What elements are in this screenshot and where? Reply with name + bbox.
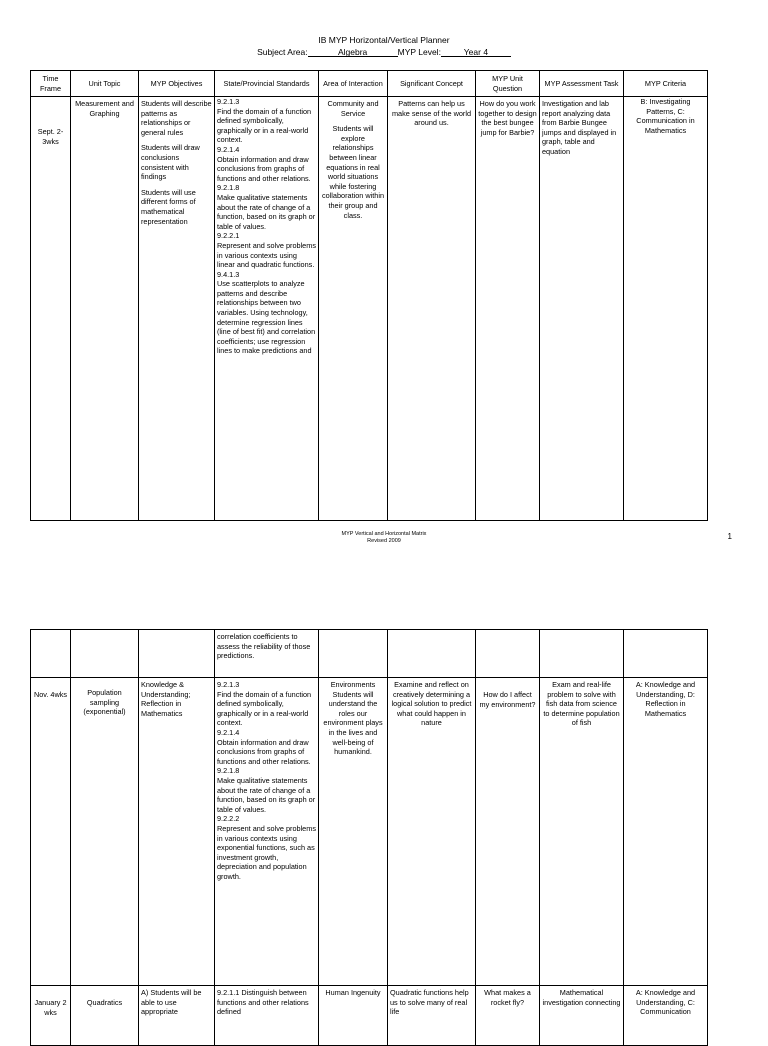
standard-code: 9.2.1.3 <box>217 97 240 106</box>
level-label: MYP Level: <box>397 47 441 57</box>
standard-code: 9.4.1.3 <box>217 269 240 279</box>
standard-text: Obtain information and draw conclusions from graphs of functions and other relations. <box>217 737 311 766</box>
time-frame-cell: January 2 wks <box>31 986 71 1046</box>
planner-table-page1 <box>30 70 708 521</box>
level-value: Year 4 <box>441 46 511 57</box>
col-header-area-of-interaction: Area of Interaction <box>319 71 388 97</box>
time-frame-cell <box>31 630 71 678</box>
standard-code: 9.2.1.3 <box>217 680 240 689</box>
standard-text: Represent and solve problems in various contexts using linear and quadratic functions. <box>217 240 316 270</box>
table-row <box>31 630 708 678</box>
standard-text: Obtain information and draw conclusions from graphs of functions and other relations. <box>217 154 311 183</box>
standards-cell: correlation coefficients to assess the reliability of those predictions. <box>215 630 319 678</box>
subject-value: Algebra <box>308 46 398 57</box>
time-frame-cell: Sept. 2-3wks <box>31 97 71 521</box>
standard-code: 9.2.1.4 <box>217 144 240 154</box>
planner-table-page2 <box>30 629 708 1046</box>
assessment-task-cell <box>540 630 624 678</box>
objectives-cell: A) Students will be able to use appropriate <box>139 986 215 1046</box>
unit-question-cell: What makes a rocket fly? <box>476 986 540 1046</box>
area-of-interaction-cell: Environments Students will understand the roles our environment plays in the lives and well-being of humankind. <box>319 678 388 986</box>
standard-code: 9.2.2.2 <box>217 814 240 824</box>
header-row <box>31 71 708 97</box>
col-header-objectives: MYP Objectives <box>139 71 215 97</box>
criteria-cell <box>624 630 708 678</box>
standard-code: 9.2.1.8 <box>217 183 240 193</box>
col-header-criteria: MYP Criteria <box>624 71 708 97</box>
col-header-unit-question: MYP Unit Question <box>476 71 540 97</box>
interaction-text: Students will explore relationships between linear equations in real world situations while fostering collaboration within their group and class. <box>321 124 385 220</box>
assessment-task-cell: Mathematical investigation connecting <box>540 986 624 1046</box>
document-title: IB MYP Horizontal/Vertical Planner <box>318 35 450 45</box>
page-number: 1 <box>727 532 732 541</box>
significant-concept-cell: Examine and reflect on creatively determining a logical solution to predict what could happen in nature <box>388 678 476 986</box>
criteria-cell: A: Knowledge and Understanding, C: Communication <box>624 986 708 1046</box>
area-of-interaction-cell <box>319 630 388 678</box>
objective-item: Students will draw conclusions consistent with findings <box>141 143 200 182</box>
table-row <box>31 986 708 1046</box>
standard-text: Represent and solve problems in various contexts using exponential functions, such as investment growth, depreciation and population growth. <box>217 823 316 881</box>
subject-label: Subject Area: <box>257 47 308 57</box>
objectives-cell: Knowledge & Understanding; Reflection in Mathematics <box>139 678 215 986</box>
table-row <box>31 678 708 986</box>
table-row <box>31 97 708 521</box>
assessment-task-cell: Investigation and lab report analyzing data from Barbie Bungee jumps and displayed in graph, table and equation <box>540 97 624 521</box>
standard-text: Find the domain of a function defined symbolically, graphically or in a real-world context. <box>217 106 312 145</box>
col-header-time-frame: Time Frame <box>31 71 71 97</box>
footer-line-1: MYP Vertical and Horizontal Matrix <box>341 531 427 537</box>
unit-topic-cell: Quadratics <box>71 986 139 1046</box>
time-frame-cell: Nov. 4wks <box>31 678 71 986</box>
objective-item: Students will use different forms of mathematical representation <box>141 187 196 226</box>
standard-text: Use scatterplots to analyze patterns and describe relationships between two variables. Using technology, determine regression lines (line of best fit) and correlation coefficients; use regression lines to make predictions and <box>217 279 316 356</box>
unit-question-cell: How do you work together to design the best bungee jump for Barbie? <box>476 97 540 521</box>
assessment-task-cell: Exam and real-life problem to solve with fish data from science to determine population of fish <box>540 678 624 986</box>
objectives-cell <box>139 630 215 678</box>
unit-topic-cell: Population sampling (exponential) <box>71 678 139 986</box>
standard-code: 9.2.2.1 <box>217 231 240 241</box>
standards-cell: 9.2.1.1 Distinguish between functions and other relations defined <box>215 986 319 1046</box>
area-of-interaction-cell: Human Ingenuity <box>319 986 388 1046</box>
standard-text: Make qualitative statements about the rate of change of a function, based on its graph or table of values. <box>217 775 316 814</box>
standards-cell <box>215 97 319 521</box>
criteria-cell: A: Knowledge and Understanding, D: Reflection in Mathematics <box>624 678 708 986</box>
interaction-title: Community and Service <box>327 99 379 118</box>
subject-level-line <box>0 46 768 58</box>
page-footer <box>0 531 768 545</box>
footer-line-2: Revised 2009 <box>367 538 401 544</box>
standard-code: 9.2.1.4 <box>217 727 240 737</box>
standard-text: Find the domain of a function defined symbolically, graphically or in a real-world context. <box>217 689 312 728</box>
standards-cell <box>215 678 319 986</box>
area-of-interaction-cell <box>319 97 388 521</box>
objective-item: Students will describe patterns as relationships or general rules <box>141 99 212 137</box>
col-header-assessment-task: MYP Assessment Task <box>540 71 624 97</box>
significant-concept-cell <box>388 630 476 678</box>
significant-concept-cell: Patterns can help us make sense of the world around us. <box>388 97 476 521</box>
unit-topic-cell <box>71 630 139 678</box>
document-header <box>0 34 768 58</box>
col-header-unit-topic: Unit Topic <box>71 71 139 97</box>
criteria-cell: B: Investigating Patterns, C: Communication in Mathematics <box>624 97 708 521</box>
col-header-standards: State/Provincial Standards <box>215 71 319 97</box>
significant-concept-cell: Quadratic functions help us to solve many of real life <box>388 986 476 1046</box>
unit-topic-cell: Measurement and Graphing <box>71 97 139 521</box>
objectives-cell <box>139 97 215 521</box>
col-header-significant-concept: Significant Concept <box>388 71 476 97</box>
unit-question-cell <box>476 630 540 678</box>
unit-question-cell: How do I affect my environment? <box>476 678 540 986</box>
standard-text: Make qualitative statements about the rate of change of a function, based on its graph or table of values. <box>217 192 316 231</box>
standard-code: 9.2.1.8 <box>217 766 240 776</box>
